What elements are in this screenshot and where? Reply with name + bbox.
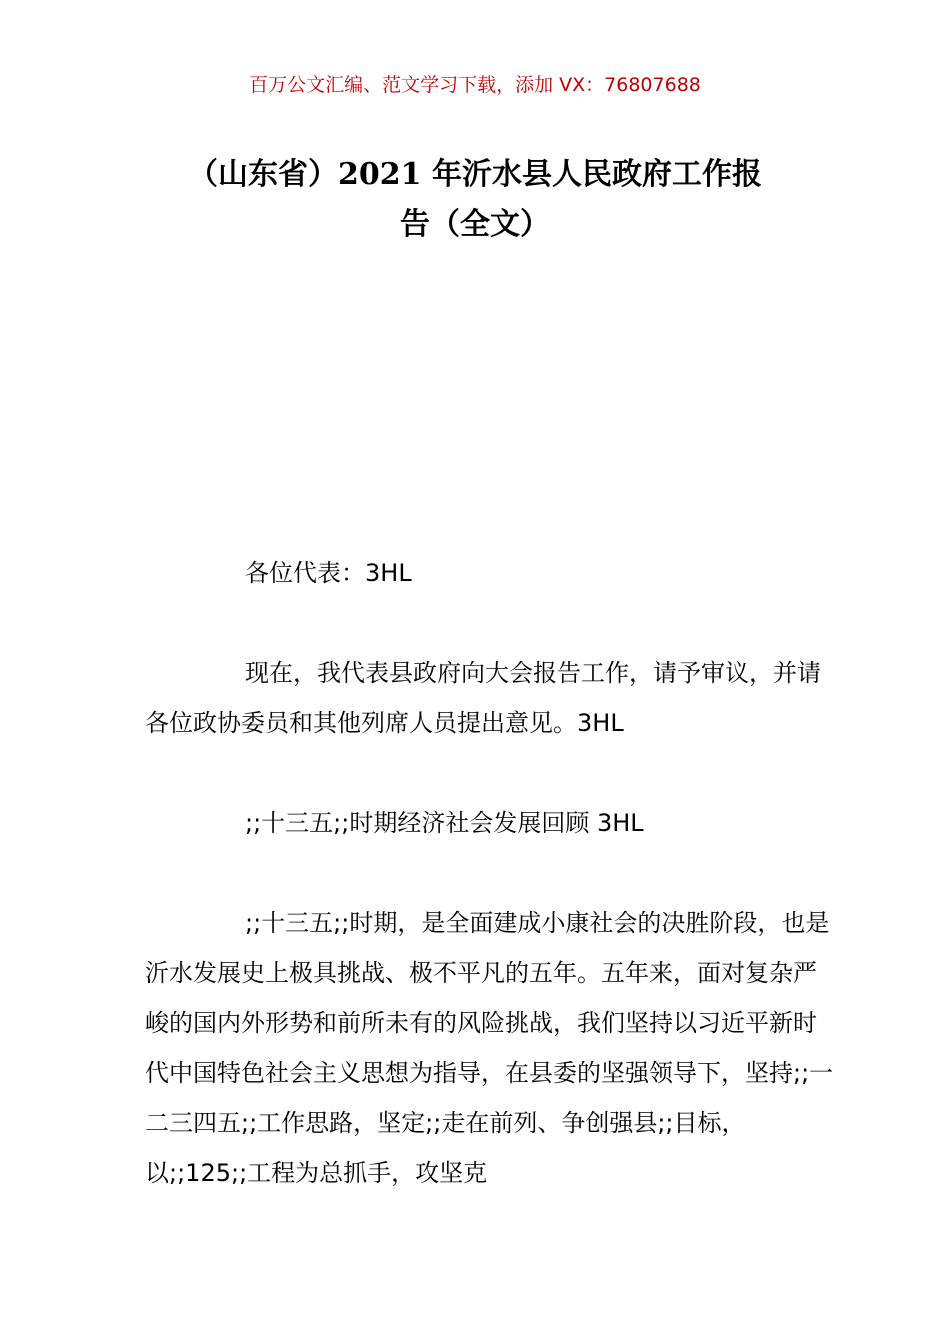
review-text: ;;十三五;;时期，是全面建成小康社会的决胜阶段，也是沂水发展史上极具挑战、极不平凡的五年。五年来，面对复杂严峻的国内外形势和前所未有的风险挑战，我们坚持以习近平新时代中国特色社会主义思想为指导，在县委的坚强领导下，坚持;;一二三四五;;工作思路，坚定;;走在前列、争创强县;;目标，以;;125;;工程为总抓手，攻坚克 [145,909,834,1187]
header-watermark-note: 百万公文汇编、范文学习下载，添加 VX：76807688 [249,74,701,96]
review-paragraph [145,898,835,1198]
title-line-2: 告（全文） [400,207,550,242]
intro-text: 现在，我代表县政府向大会报告工作，请予审议，并请各位政协委员和其他列席人员提出意见。3HL [145,659,821,737]
greeting-paragraph [145,548,835,598]
document-title [140,150,810,250]
section-heading-text: ;;十三五;;时期经济社会发展回顾 3HL [245,809,644,837]
title-line-1: （山东省）2021 年沂水县人民政府工作报 [188,157,762,192]
greeting-text: 各位代表：3HL [245,559,412,587]
section-heading-paragraph [145,798,835,848]
intro-paragraph [145,648,835,748]
